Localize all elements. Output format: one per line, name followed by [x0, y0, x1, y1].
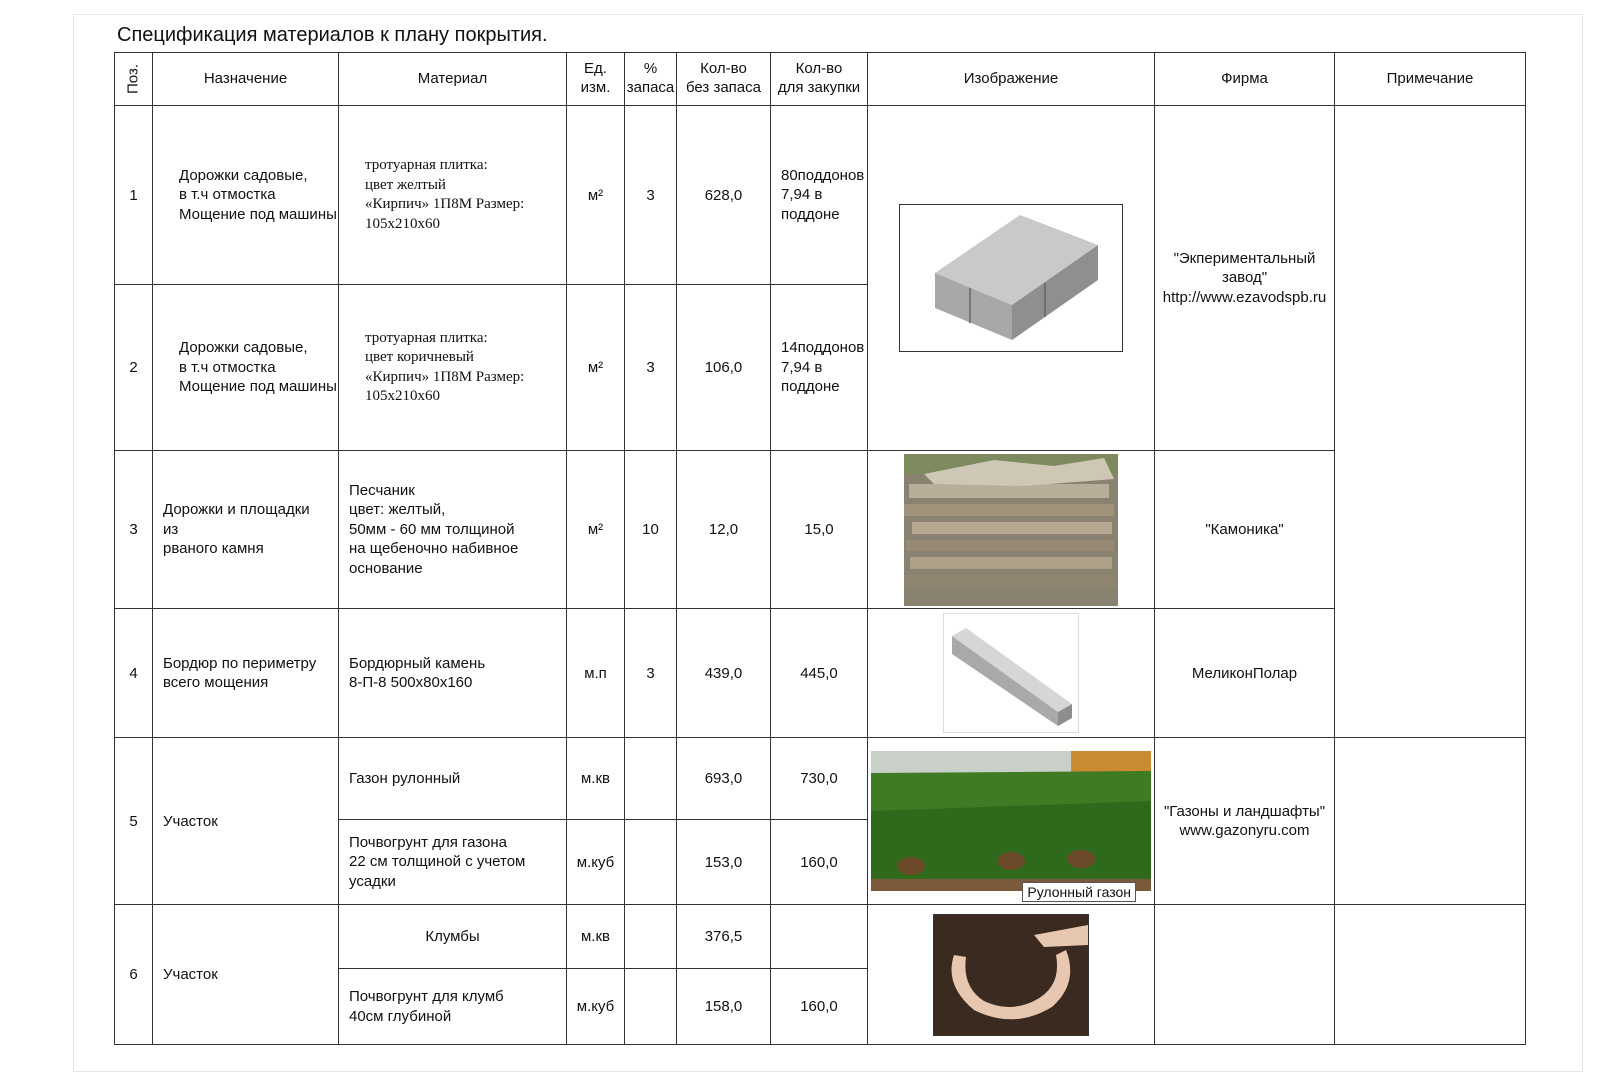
header-firm: Фирма — [1155, 53, 1335, 106]
unit-cell: м² — [567, 451, 625, 609]
qty-cell: 376,5 — [677, 905, 771, 969]
purpose-cell: Дорожки садовые, в т.ч отмостка Мощение под машины — [153, 285, 339, 451]
header-pos: Поз. — [115, 53, 153, 106]
table-row — [115, 609, 1526, 738]
material-cell: тротуарная плитка: цвет желтый «Кирпич» 1П8М Размер: 105х210х60 — [339, 106, 567, 285]
purchase-cell: 80поддонов 7,94 в поддоне — [771, 106, 868, 285]
purchase-cell — [771, 905, 868, 969]
reserve-cell — [625, 820, 677, 905]
reserve-cell — [625, 905, 677, 969]
header-qty-no-reserve: Кол-во без запаса — [677, 53, 771, 106]
purchase-cell: 445,0 — [771, 609, 868, 738]
purpose-cell: Дорожки садовые, в т.ч отмостка Мощение под машины — [153, 106, 339, 285]
reserve-cell: 3 — [625, 285, 677, 451]
header-material: Материал — [339, 53, 567, 106]
paving-brick-photo — [899, 204, 1123, 352]
header-row — [115, 53, 1526, 106]
qty-cell: 106,0 — [677, 285, 771, 451]
qty-cell: 628,0 — [677, 106, 771, 285]
pos-cell: 6 — [115, 905, 153, 1045]
material-cell: Бордюрный камень 8-П-8 500х80х160 — [339, 609, 567, 738]
purchase-cell: 730,0 — [771, 738, 868, 820]
table-row — [115, 106, 1526, 285]
material-cell: тротуарная плитка: цвет коричневый «Кирпич» 1П8М Размер: 105х210х60 — [339, 285, 567, 451]
material-cell: Газон рулонный — [339, 738, 567, 820]
image-cell — [868, 905, 1155, 1045]
reserve-cell: 3 — [625, 609, 677, 738]
firm-cell: МеликонПолар — [1155, 609, 1335, 738]
material-cell: Клумбы — [339, 905, 567, 969]
specification-table — [114, 52, 1526, 1045]
unit-cell: м² — [567, 285, 625, 451]
purpose-cell: Участок — [153, 905, 339, 1045]
unit-cell: м.кв — [567, 738, 625, 820]
purpose-cell: Дорожки и площадки из рваного камня — [153, 451, 339, 609]
table-row — [115, 738, 1526, 820]
table-row — [115, 905, 1526, 969]
header-qty-purchase: Кол-во для закупки — [771, 53, 868, 106]
material-cell: Почвогрунт для клумб 40см глубиной — [339, 969, 567, 1045]
reserve-cell — [625, 738, 677, 820]
curb-stone-photo — [943, 613, 1079, 733]
firm-cell: "Камоника" — [1155, 451, 1335, 609]
unit-cell: м.кв — [567, 905, 625, 969]
note-cell — [1335, 905, 1526, 1045]
pos-cell: 2 — [115, 285, 153, 451]
header-note: Примечание — [1335, 53, 1526, 106]
header-reserve: % запаса — [625, 53, 677, 106]
image-cell — [868, 609, 1155, 738]
purchase-cell: 160,0 — [771, 969, 868, 1045]
pos-cell: 5 — [115, 738, 153, 905]
sandstone-pile-photo — [904, 454, 1118, 606]
unit-cell: м.куб — [567, 969, 625, 1045]
qty-cell: 12,0 — [677, 451, 771, 609]
qty-cell: 158,0 — [677, 969, 771, 1045]
firm-cell: "Экпериментальный завод" http://www.ezavodspb.ru — [1155, 106, 1335, 451]
unit-cell: м.п — [567, 609, 625, 738]
header-image: Изображение — [868, 53, 1155, 106]
header-purpose: Назначение — [153, 53, 339, 106]
unit-cell: м.куб — [567, 820, 625, 905]
firm-cell — [1155, 905, 1335, 1045]
unit-cell: м² — [567, 106, 625, 285]
pos-cell: 1 — [115, 106, 153, 285]
image-cell — [868, 106, 1155, 451]
reserve-cell: 3 — [625, 106, 677, 285]
qty-cell: 693,0 — [677, 738, 771, 820]
pos-cell: 3 — [115, 451, 153, 609]
rolled-lawn-photo — [871, 751, 1151, 891]
purchase-cell: 15,0 — [771, 451, 868, 609]
image-cell — [868, 738, 1155, 905]
note-cell — [1335, 738, 1526, 905]
material-cell: Песчаник цвет: желтый, 50мм - 60 мм толщиной на щебеночно набивное основание — [339, 451, 567, 609]
document-title: Спецификация материалов к плану покрытия. — [117, 24, 548, 46]
material-cell: Почвогрунт для газона 22 см толщиной с учетом усадки — [339, 820, 567, 905]
soil-in-hands-photo — [933, 914, 1089, 1036]
pos-cell: 4 — [115, 609, 153, 738]
table-row — [115, 451, 1526, 609]
purchase-cell: 160,0 — [771, 820, 868, 905]
note-cell — [1335, 451, 1526, 738]
purpose-cell: Бордюр по периметру всего мощения — [153, 609, 339, 738]
reserve-cell — [625, 969, 677, 1045]
lawn-photo-caption: Рулонный газон — [1022, 882, 1136, 902]
image-cell — [868, 451, 1155, 609]
qty-cell: 439,0 — [677, 609, 771, 738]
note-cell — [1335, 106, 1526, 451]
qty-cell: 153,0 — [677, 820, 771, 905]
reserve-cell: 10 — [625, 451, 677, 609]
firm-cell: "Газоны и ландшафты" www.gazonyru.com — [1155, 738, 1335, 905]
header-unit: Ед. изм. — [567, 53, 625, 106]
purchase-cell: 14поддонов 7,94 в поддоне — [771, 285, 868, 451]
purpose-cell: Участок — [153, 738, 339, 905]
